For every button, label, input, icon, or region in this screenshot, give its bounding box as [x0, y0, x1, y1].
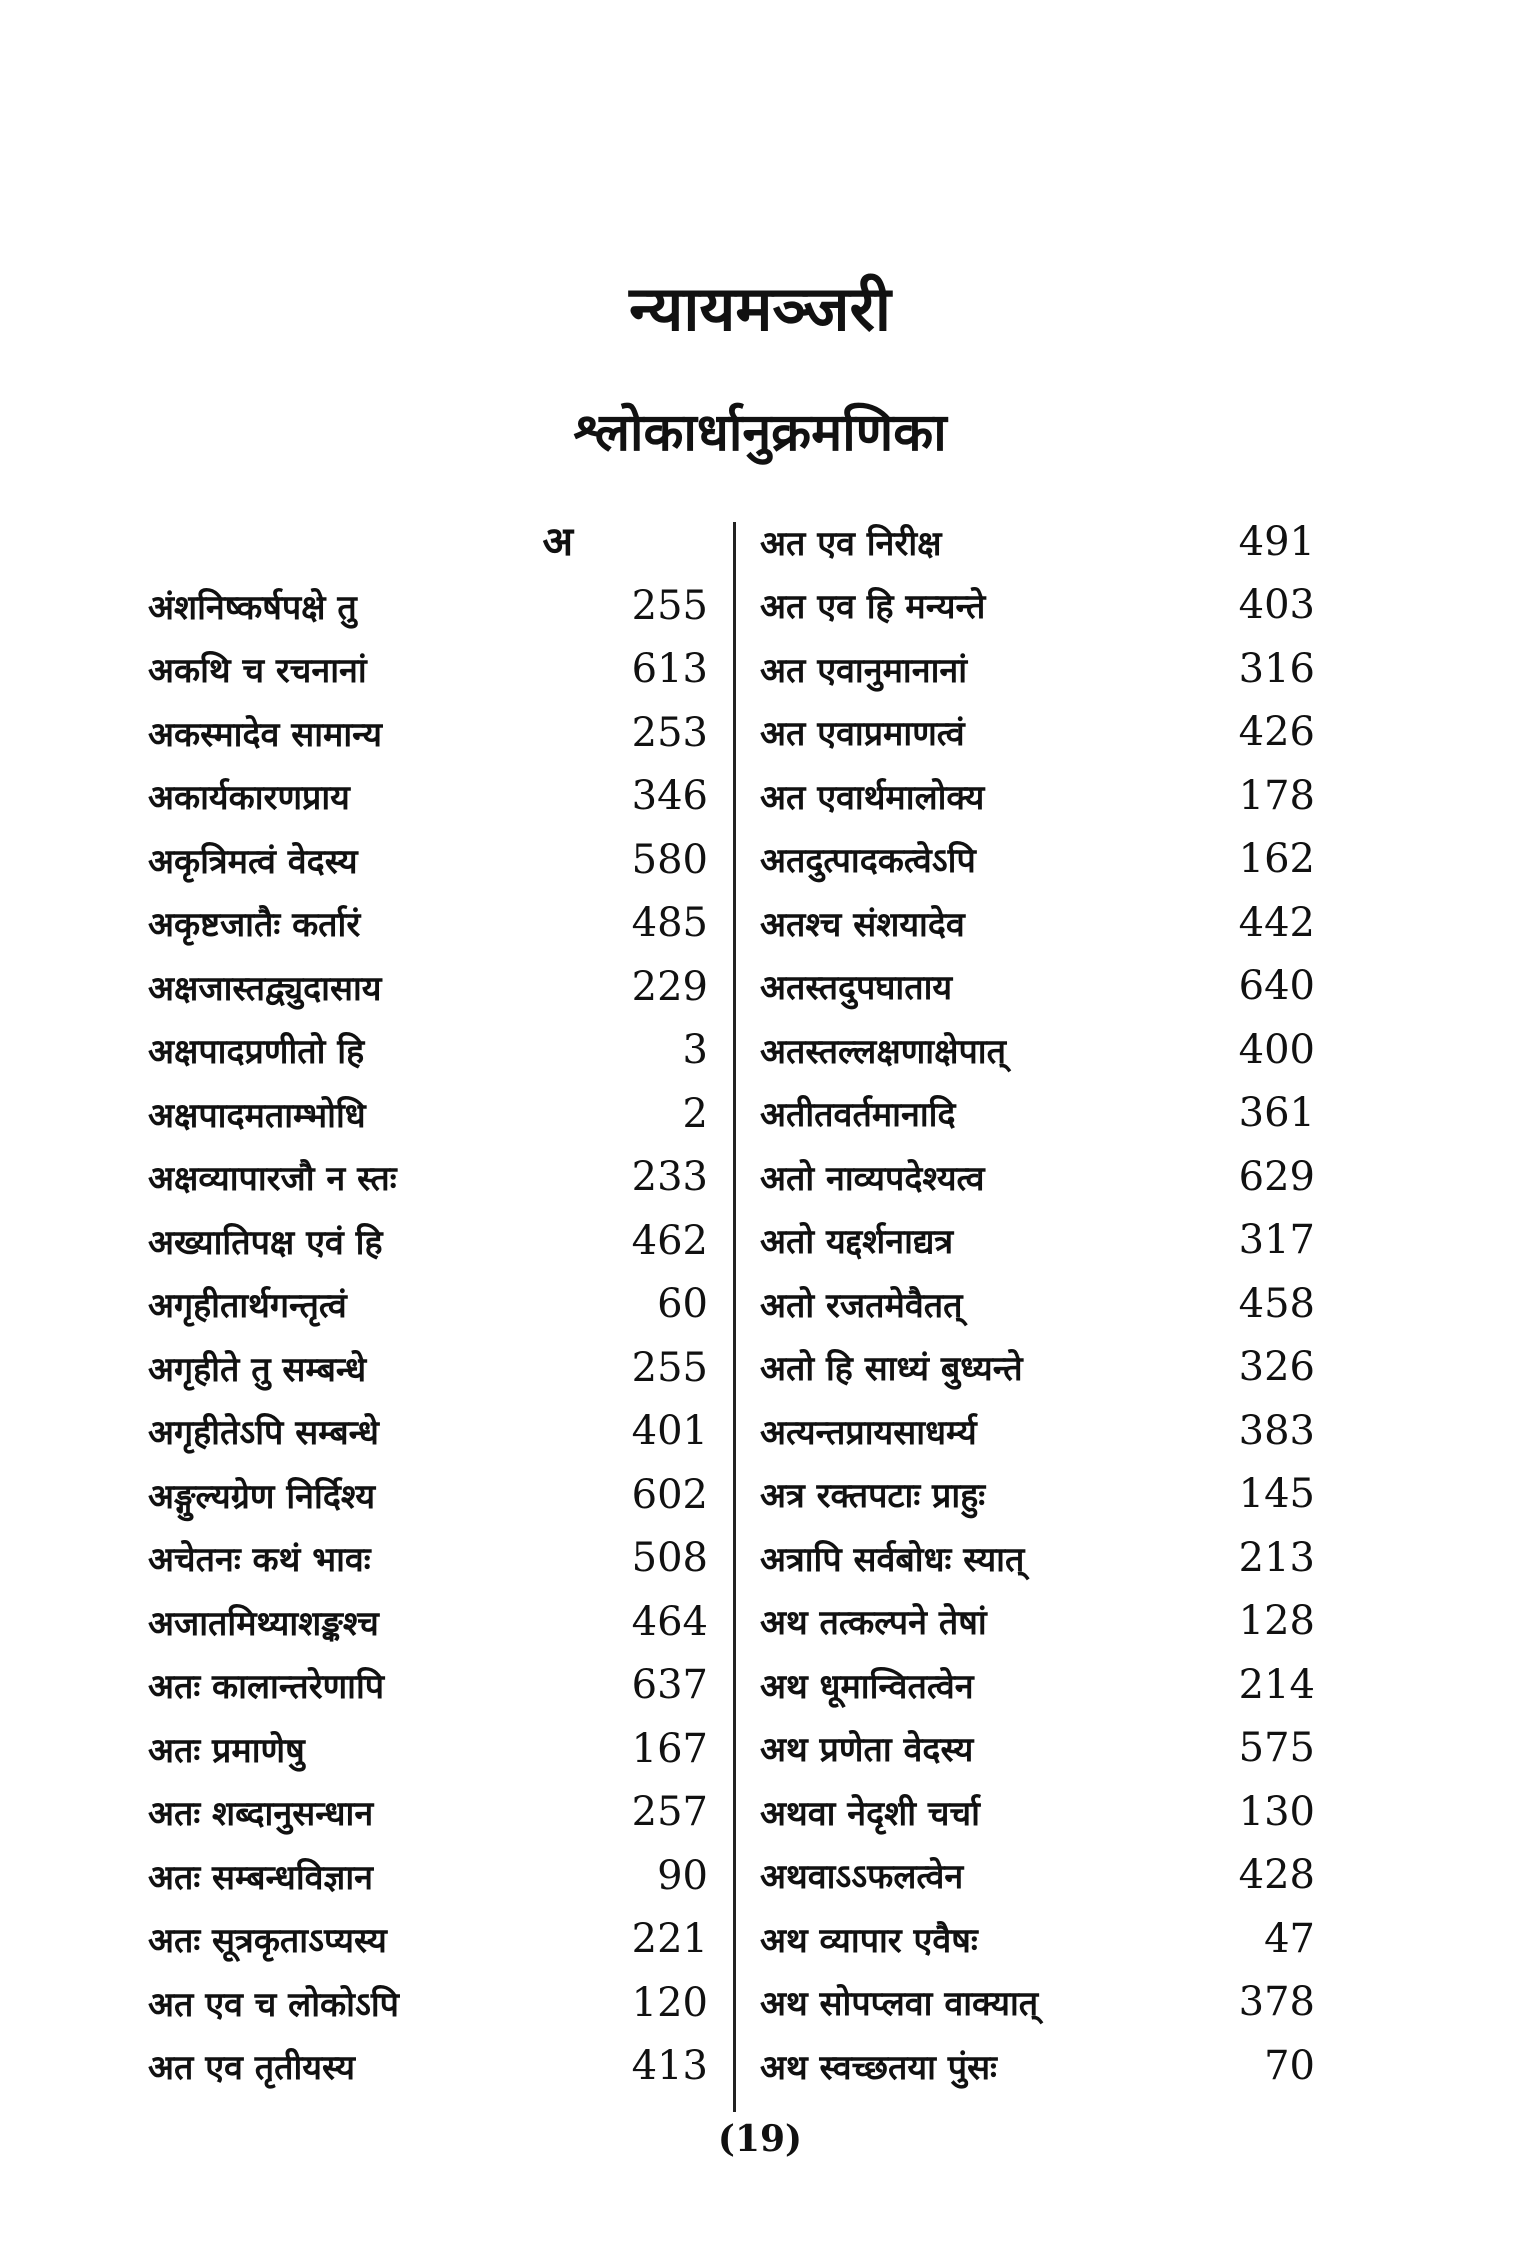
index-entry — [148, 1590, 708, 1654]
entry-page: 128 — [1238, 1598, 1315, 1645]
entry-page: 403 — [1238, 582, 1315, 629]
section-letter: अ — [542, 519, 573, 565]
entry-term: अतः सम्बन्धविज्ञान — [148, 1857, 374, 1898]
entry-page: 145 — [1238, 1471, 1315, 1518]
entry-term: अकार्यकारणप्राय — [148, 778, 350, 819]
entry-term: अतः शब्दानुसन्धान — [148, 1794, 374, 1835]
index-entry — [760, 574, 1315, 638]
index-entry — [760, 1399, 1315, 1463]
entry-page: 70 — [1264, 2042, 1315, 2089]
page-number: (19) — [717, 2118, 803, 2160]
entry-page: 214 — [1238, 1661, 1315, 1708]
index-entry — [760, 1717, 1315, 1781]
entry-term: अङ्गुल्यग्रेण निर्दिश्य — [148, 1476, 376, 1517]
entry-term: अथ व्यापार एवैषः — [760, 1920, 978, 1961]
entry-term: अथ सोपप्लवा वाक्यात् — [760, 1984, 1039, 2025]
entry-term: अक्षपादप्रणीतो हि — [148, 1032, 365, 1073]
index-entry — [760, 1907, 1315, 1971]
index-entry — [760, 510, 1315, 574]
entry-page: 400 — [1238, 1026, 1315, 1073]
entry-term: अंशनिष्कर्षपक्षे तु — [148, 587, 357, 628]
entry-term: अगृहीतार्थगन्तृत्वं — [148, 1286, 347, 1327]
index-entry — [148, 1209, 708, 1273]
index-entry — [760, 1463, 1315, 1527]
index-entry — [148, 1463, 708, 1527]
index-entry — [148, 765, 708, 829]
entry-term: अकृत्रिमत्वं वेदस्य — [148, 841, 358, 882]
entry-term: अत एव निरीक्ष — [760, 523, 942, 564]
page-title: न्यायमञ्जरी — [629, 272, 891, 345]
entry-term: अतः प्रमाणेषु — [148, 1730, 305, 1771]
entry-term: अक्षजास्तद्व्युदासाय — [148, 968, 382, 1009]
entry-term: अतः कालान्तरेणापि — [148, 1667, 385, 1708]
index-entry — [760, 1336, 1315, 1400]
entry-term: अकथि च रचनानां — [148, 651, 367, 692]
entry-page: 346 — [631, 773, 708, 820]
index-entry — [148, 1844, 708, 1908]
index-entry — [760, 637, 1315, 701]
entry-page: 426 — [1238, 709, 1315, 756]
index-entry — [148, 638, 708, 702]
entry-page: 229 — [631, 963, 708, 1010]
entry-page: 613 — [631, 646, 708, 693]
entry-page: 317 — [1238, 1217, 1315, 1264]
entry-term: अतश्च संशयादेव — [760, 904, 965, 945]
index-entry — [760, 1526, 1315, 1590]
entry-page: 580 — [631, 836, 708, 883]
entry-page: 458 — [1238, 1280, 1315, 1327]
entry-term: अकृष्टजातैः कर्तारं — [148, 905, 361, 946]
entry-page: 575 — [1238, 1725, 1315, 1772]
entry-page: 316 — [1238, 645, 1315, 692]
index-entry — [760, 1082, 1315, 1146]
index-entry — [148, 1336, 708, 1400]
right-entry-list — [760, 510, 1315, 2098]
entry-page: 255 — [631, 582, 708, 629]
index-entry — [760, 1780, 1315, 1844]
index-entry — [760, 1653, 1315, 1717]
index-entry — [148, 828, 708, 892]
entry-page: 602 — [631, 1471, 708, 1518]
entry-term: अतो हि साध्यं बुध्यन्ते — [760, 1349, 1023, 1390]
index-entry — [760, 1590, 1315, 1654]
entry-term: अत एवानुमानानां — [760, 650, 968, 691]
entry-page: 326 — [1238, 1344, 1315, 1391]
entry-page: 491 — [1238, 518, 1315, 565]
entry-page: 213 — [1238, 1534, 1315, 1581]
entry-page: 378 — [1238, 1979, 1315, 2026]
entry-page: 233 — [631, 1154, 708, 1201]
index-entry — [760, 764, 1315, 828]
index-entry — [148, 2035, 708, 2099]
index-entry — [760, 891, 1315, 955]
index-entry — [148, 1654, 708, 1718]
entry-page: 637 — [631, 1662, 708, 1709]
index-entry — [760, 1018, 1315, 1082]
entry-page: 47 — [1264, 1915, 1315, 1962]
entry-page: 130 — [1238, 1788, 1315, 1835]
entry-term: अतो रजतमेवैतत् — [760, 1285, 963, 1326]
index-entry — [148, 1082, 708, 1146]
entry-term: अथवा नेदृशी चर्चा — [760, 1793, 980, 1834]
entry-term: अचेतनः कथं भावः — [148, 1540, 371, 1581]
index-entry — [148, 892, 708, 956]
entry-page: 3 — [682, 1027, 708, 1074]
index-entry — [148, 574, 708, 638]
entry-page: 485 — [631, 900, 708, 947]
entry-page: 428 — [1238, 1852, 1315, 1899]
entry-page: 162 — [1238, 836, 1315, 883]
entry-page: 90 — [657, 1852, 708, 1899]
index-entry — [760, 1145, 1315, 1209]
page-subtitle: श्लोकार्धानुक्रमणिका — [573, 403, 947, 463]
entry-term: अत्यन्तप्रायसाधर्म्य — [760, 1412, 977, 1453]
entry-term: अजातमिथ्याशङ्कश्च — [148, 1603, 379, 1644]
entry-term: अकस्मादेव सामान्य — [148, 714, 382, 755]
column-divider — [733, 522, 736, 2112]
index-entry — [148, 955, 708, 1019]
entry-term: अतो नाव्यपदेश्यत्व — [760, 1158, 985, 1199]
index-entry — [148, 1019, 708, 1083]
entry-term: अथ तत्कल्पने तेषां — [760, 1603, 987, 1644]
entry-term: अथ प्रणेता वेदस्य — [760, 1730, 974, 1771]
entry-term: अक्षपादमताम्भोधि — [148, 1095, 366, 1136]
entry-term: अत्र रक्तपटाः प्राहुः — [760, 1476, 986, 1517]
index-entry — [760, 2034, 1315, 2098]
index-entry — [148, 1527, 708, 1591]
entry-page: 257 — [631, 1789, 708, 1836]
entry-term: अतस्तदुपघाताय — [760, 968, 953, 1009]
entry-page: 401 — [631, 1408, 708, 1455]
entry-page: 508 — [631, 1535, 708, 1582]
entry-term: अतस्तल्लक्षणाक्षेपात् — [760, 1031, 1006, 1072]
entry-page: 255 — [631, 1344, 708, 1391]
index-entry — [760, 955, 1315, 1019]
entry-page: 383 — [1238, 1407, 1315, 1454]
entry-term: अत एव तृतीयस्य — [148, 2048, 355, 2089]
entry-term: अक्षव्यापारजौ न स्तः — [148, 1159, 397, 1200]
index-entry — [148, 1781, 708, 1845]
entry-page: 167 — [631, 1725, 708, 1772]
index-entry — [148, 1908, 708, 1972]
entry-page: 120 — [631, 1979, 708, 2026]
entry-page: 464 — [631, 1598, 708, 1645]
entry-term: अथ स्वच्छतया पुंसः — [760, 2047, 997, 2088]
index-entry — [148, 1400, 708, 1464]
entry-page: 221 — [631, 1916, 708, 1963]
index-entry — [148, 1971, 708, 2035]
entry-term: अत एव च लोकोऽपि — [148, 1984, 399, 2025]
entry-term: अत्रापि सर्वबोधः स्यात् — [760, 1539, 1025, 1580]
entry-term: अगृहीते तु सम्बन्धे — [148, 1349, 367, 1390]
entry-term: अत एव हि मन्यन्ते — [760, 587, 986, 628]
index-entry — [760, 1844, 1315, 1908]
entry-page: 178 — [1238, 772, 1315, 819]
right-column — [760, 510, 1315, 2098]
entry-page: 60 — [657, 1281, 708, 1328]
entry-term: अत एवाप्रमाणत्वं — [760, 714, 965, 755]
left-column — [148, 510, 708, 2098]
entry-term: अथ धूमान्वितत्वेन — [760, 1666, 974, 1707]
entry-page: 442 — [1238, 899, 1315, 946]
entry-term: अतदुत्पादकत्वेऽपि — [760, 841, 976, 882]
entry-term: अतः सूत्रकृताऽप्यस्य — [148, 1921, 387, 1962]
index-entry — [760, 1971, 1315, 2035]
entry-page: 253 — [631, 709, 708, 756]
entry-page: 462 — [631, 1217, 708, 1264]
index-entry — [760, 701, 1315, 765]
index-entry — [148, 1717, 708, 1781]
entry-term: अत एवार्थमालोक्य — [760, 777, 985, 818]
index-entry — [148, 1273, 708, 1337]
entry-term: अगृहीतेऽपि सम्बन्धे — [148, 1413, 379, 1454]
entry-term: अथवाऽऽफलत्वेन — [760, 1857, 964, 1898]
entry-page: 629 — [1238, 1153, 1315, 1200]
entry-page: 413 — [631, 2043, 708, 2090]
entry-term: अख्यातिपक्ष एवं हि — [148, 1222, 383, 1263]
entry-page: 2 — [682, 1090, 708, 1137]
index-entry — [760, 1272, 1315, 1336]
index-entry — [760, 1209, 1315, 1273]
entry-term: अतो यद्दर्शनाद्यत्र — [760, 1222, 954, 1263]
entry-page: 361 — [1238, 1090, 1315, 1137]
entry-page: 640 — [1238, 963, 1315, 1010]
index-entry — [148, 701, 708, 765]
index-entry — [760, 828, 1315, 892]
index-entry — [148, 1146, 708, 1210]
entry-term: अतीतवर्तमानादि — [760, 1095, 956, 1136]
left-entry-list — [148, 574, 708, 2098]
